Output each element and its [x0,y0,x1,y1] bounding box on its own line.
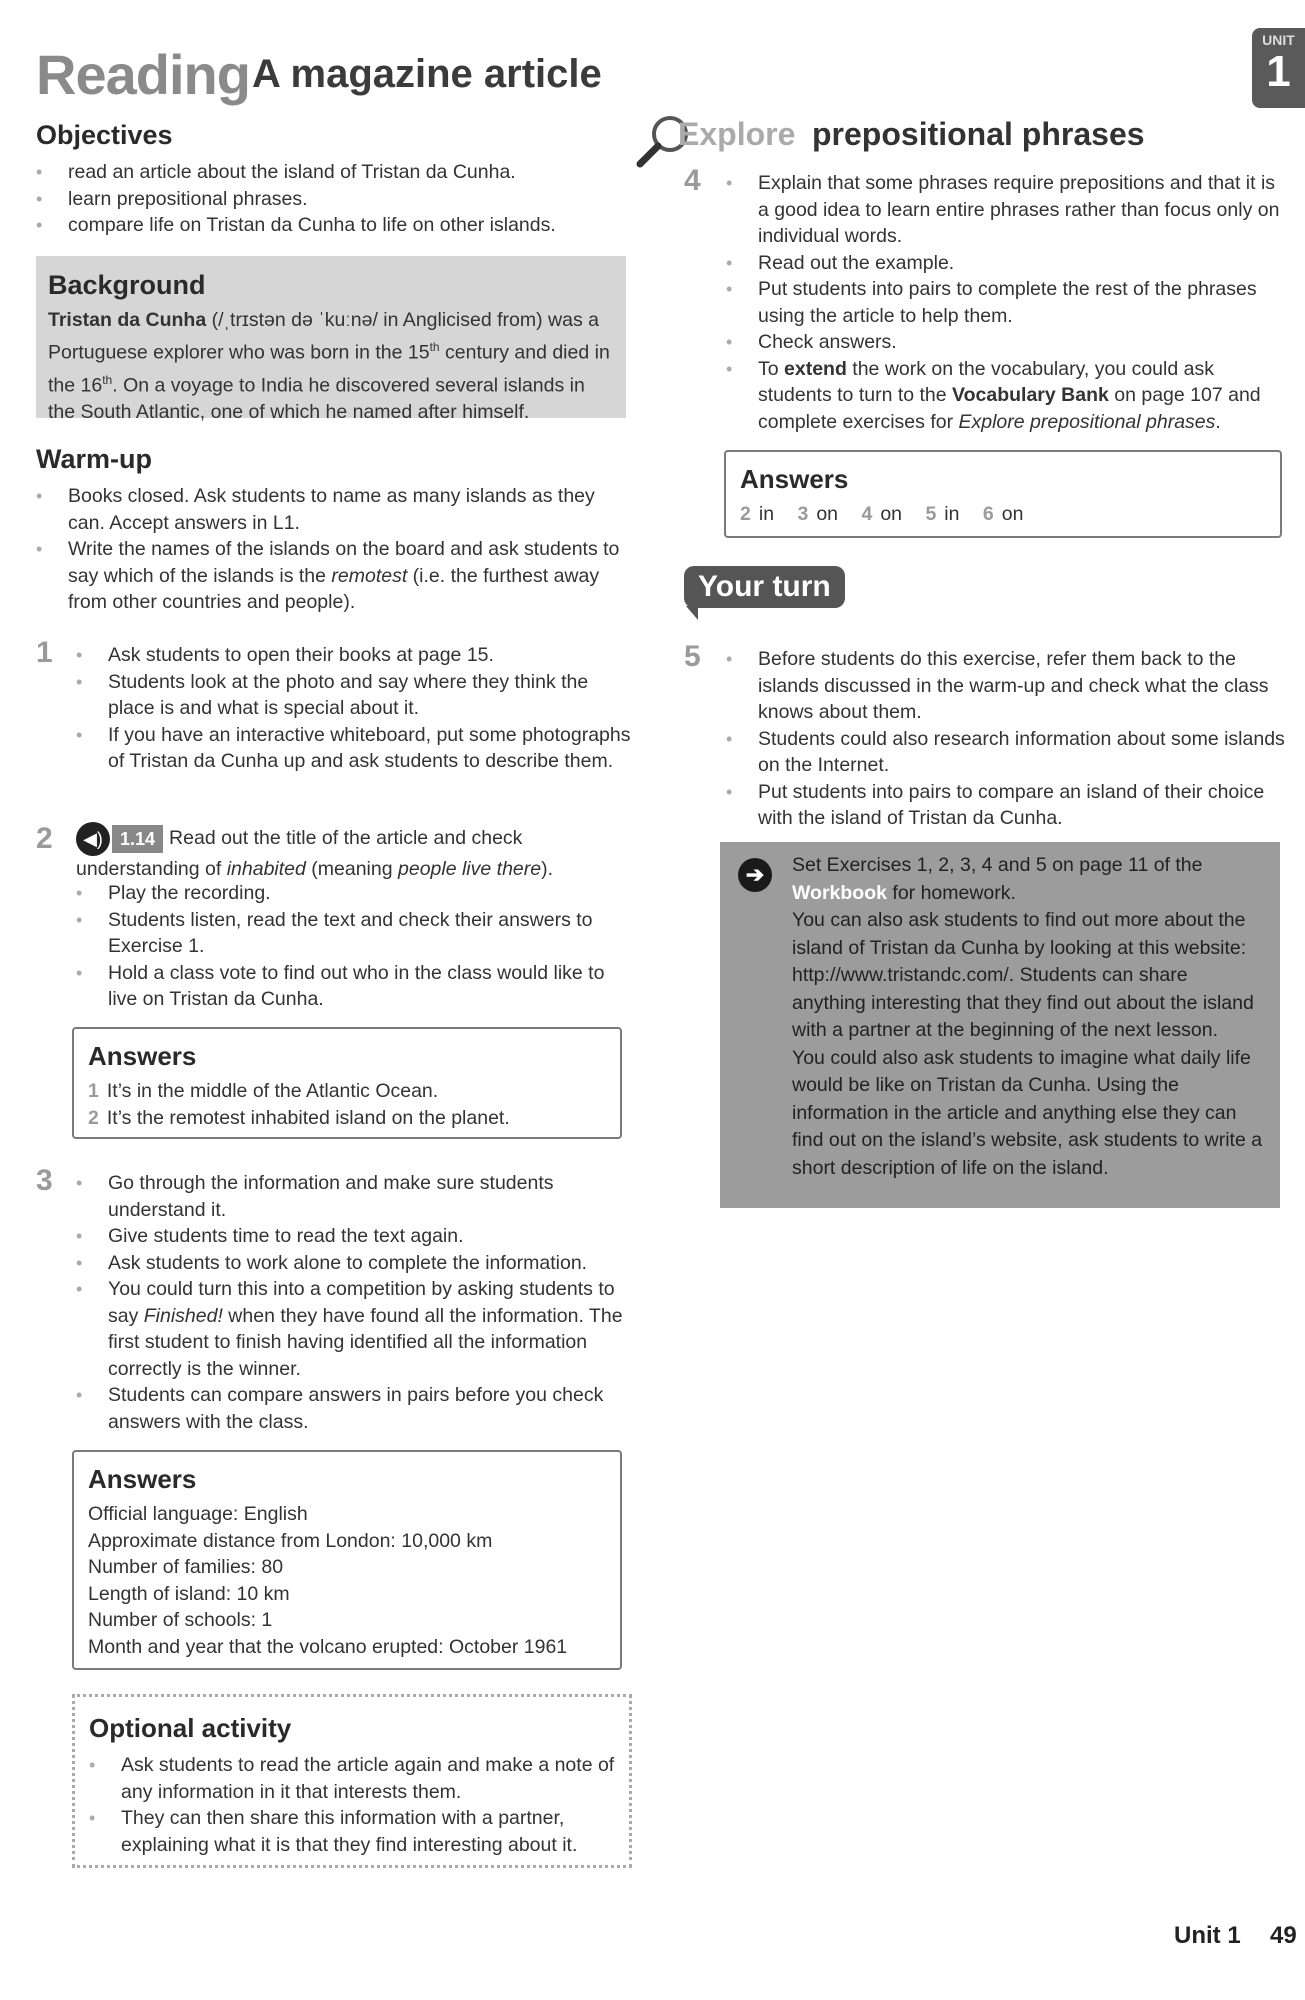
text: . [1215,410,1221,433]
bold-text: Vocabulary Bank [952,384,1109,406]
explore-label: Explore [678,116,796,152]
answer-number: 5 [925,503,937,525]
answer-line: Approximate distance from London: 10,000 km [88,1529,493,1552]
track-badge: 1.14 [112,825,163,854]
list-item: • Explain that some phrases require prepositions and that it is a good idea to learn entire phrases rather than focus only on individual words. [726,170,1286,250]
explore-list [726,170,1286,435]
answer-line: Length of island: 10 km [88,1582,290,1605]
italic-text: people live there [398,858,542,880]
workbook-label: Workbook [792,881,887,904]
list-item: • Students listen, read the text and check their answers to Exercise 1. [76,907,632,960]
list-item [36,536,636,616]
list-item: • Check answers. [726,329,1286,356]
list-item: • Read out the example. [726,250,1286,277]
answer-text: on [816,503,839,525]
text: ). [541,858,554,880]
background-text-part: century and died in the 16 [48,341,610,396]
list-item: • learn prepositional phrases. [36,186,636,213]
answers-box [724,450,1282,538]
background-name: Tristan da Cunha [48,309,207,331]
list-item: • Put students into pairs to complete the rest of the phrases using the article to help them. [726,276,1286,329]
exercise-number: 2 [36,822,53,855]
text: when they have found all the information. The first student to finish having identified all the information correctly is the winner. [108,1304,623,1380]
list-item: • Books closed. Ask students to name as many islands as they can. Accept answers in L1. [36,483,636,536]
list-item: • They can then share this information with a partner, explaining what it is that they find interesting about it. [89,1805,615,1858]
answer-line: Number of schools: 1 [88,1609,273,1631]
answer-line [88,1105,606,1132]
page-number: 49 [1270,1922,1297,1949]
list-item [726,356,1286,436]
unit-tab [1252,28,1305,108]
answer-number: 3 [797,503,809,525]
answer-text: on [880,503,903,525]
optional-heading: Optional activity [89,1713,292,1743]
your-turn-label: Your turn [684,566,845,608]
optional-list [89,1752,615,1858]
answer-number: 1 [88,1080,99,1102]
homework-text [792,852,1266,907]
list-item: • Ask students to read the article again and make a note of any information in it that interests them. [89,1752,615,1805]
list-item: • Ask students to open their books at page 15. [76,642,632,669]
text: for homework. [886,881,1016,904]
text: the work on the vocabulary, you could ask students to turn to the [758,357,1214,406]
italic-text: remotest [331,564,408,587]
italic-text: inhabited [226,858,306,880]
bold-text: extend [784,357,847,380]
answer-text: on [1001,503,1024,525]
text: You could turn this into a competition by asking students to say [108,1278,615,1327]
answer-text: in [758,503,775,525]
text: (meaning [305,858,398,880]
answer-line: Month and year that the volcano erupted: October 1961 [88,1635,568,1658]
exercise-2-list [76,880,632,1013]
optional-activity-box [72,1694,632,1868]
footer-unit: Unit 1 [1174,1922,1241,1949]
background-text-part: . On a voyage to India he discovered several islands in the South Atlantic, one of which he named after himself. [48,374,585,423]
audio-icon[interactable]: ◀) [76,822,110,856]
answer-number: 2 [88,1106,99,1129]
answers-box [72,1027,622,1139]
unit-tab-label: UNIT [1262,32,1295,48]
arrow-right-icon: ➔ [738,858,772,892]
list-item [76,1276,632,1382]
answer-number: 4 [861,503,873,525]
warmup-list [36,483,636,616]
exercise-2-lead [76,822,636,883]
answer-number: 6 [982,503,994,525]
page-subtitle: A magazine article [252,52,602,96]
background-heading: Background [48,270,206,300]
homework-box [720,842,1280,1208]
list-item: • Put students into pairs to compare an island of their choice with the island of Tristan da Cunha. [726,779,1286,832]
homework-text: You can also ask students to find out more about the island of Tristan da Cunha by looking at this website: http://www.tristandc.com/. Students can share anything interesting that they find out about the island with a partner at the beginning of the next lesson. [792,909,1254,1041]
answer-text: It’s the remotest inhabited island on the planet. [106,1106,510,1129]
homework-text: You could also ask students to imagine what daily life would be like on Tristan da Cunha. Using the information in the article and anything else they can find out on the island’s website, ask students to write a short description of life on the island. [792,1046,1263,1179]
list-item: • If you have an interactive whiteboard, put some photographs of Tristan da Cunha up and ask students to describe them. [76,722,632,775]
answers-heading: Answers [88,1041,197,1071]
exercise-number: 1 [36,636,53,669]
your-turn-list [726,646,1286,832]
text: Set Exercises 1, 2, 3, 4 and 5 on page 11 of the [792,854,1203,876]
list-item: • Students could also research information about some islands on the Internet. [726,726,1286,779]
warmup-heading: Warm-up [36,444,152,474]
answers-heading: Answers [88,1464,197,1494]
unit-tab-number: 1 [1266,47,1291,96]
page-title: Reading [36,43,250,106]
list-item: • Give students time to read the text again. [76,1223,632,1250]
background-text-part: (/ˌtrɪstən də ˈkuːnə/ in Anglicised from) was a Portuguese explorer who was born in the 15 [48,309,599,364]
warmup-section [36,444,636,616]
background-box [36,256,626,423]
exercise-number: 5 [684,640,701,673]
list-item: • Students look at the photo and say where they think the place is and what is special about it. [76,669,632,722]
list-item: • Students can compare answers in pairs before you check answers with the class. [76,1382,632,1435]
exercise-1-list [76,642,632,775]
answers-heading: Answers [740,464,849,494]
speech-tail [686,606,698,620]
superscript: th [429,340,440,354]
answer-line: Official language: English [88,1503,308,1525]
list-item: • Ask students to work alone to complete the information. [76,1250,632,1277]
text: on page 107 and complete exercises for [758,384,1261,433]
text: Write the names of the islands on the board and ask students to say which of the islands is the [68,538,620,587]
answers-box [72,1450,622,1670]
list-item: • Go through the information and make sure students understand it. [76,1170,632,1223]
exercise-3-list [76,1170,632,1435]
objectives-section [36,120,636,239]
list-item: • Before students do this exercise, refer them back to the islands discussed in the warm-up and check what the class knows about them. [726,646,1286,726]
exercise-number: 4 [684,164,701,197]
answer-line: Number of families: 80 [88,1556,284,1578]
answer-number: 2 [740,503,751,525]
list-item: • compare life on Tristan da Cunha to life on other islands. [36,212,636,239]
answer-text: in [944,503,960,525]
answer-text: It’s in the middle of the Atlantic Ocean. [106,1080,439,1102]
background-text [48,307,614,426]
text: To [758,357,785,380]
answer-line [740,501,1266,528]
italic-text: Explore prepositional phrases [958,410,1216,433]
italic-text: Finished! [143,1304,223,1327]
list-item: • Play the recording. [76,880,632,907]
objectives-list [36,159,636,239]
text: (i.e. the furthest away from other countries and people). [68,564,600,613]
text: Read out the title of the article and check understanding of [76,827,523,880]
answer-line [88,1078,606,1105]
superscript: th [102,372,113,387]
list-item: • read an article about the island of Tristan da Cunha. [36,159,636,186]
exercise-number: 3 [36,1164,53,1197]
list-item: • Hold a class vote to find out who in the class would like to live on Tristan da Cunha. [76,960,632,1013]
objectives-heading: Objectives [36,120,173,150]
explore-heading: prepositional phrases [812,116,1145,152]
